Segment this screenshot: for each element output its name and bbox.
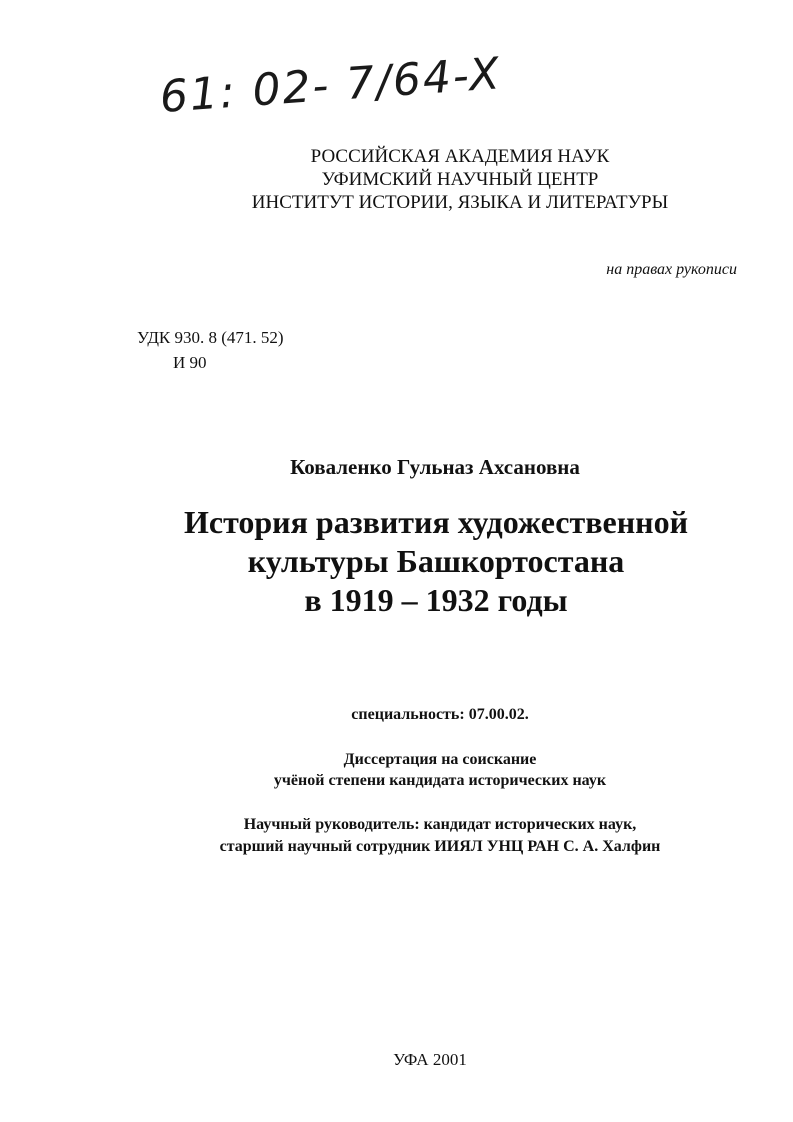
supervisor-line-2: старший научный сотрудник ИИЯЛ УНЦ РАН С. А. Халфин — [219, 838, 661, 855]
institution-header — [220, 145, 700, 214]
manuscript-rights-note: на правах рукописи — [606, 261, 737, 278]
author-name: Коваленко Гульназ Ахсановна — [290, 455, 580, 479]
title-line-2: культуры Башкортостана — [247, 543, 625, 579]
title-line-1: История развития художественной — [183, 504, 689, 540]
degree-line-1: Диссертация на соискание — [343, 751, 537, 768]
supervisor-block — [0, 814, 793, 858]
author-mark-code: И 90 — [173, 353, 207, 372]
classification-block — [137, 325, 284, 375]
supervisor-line-1: Научный руководитель: кандидат исторических наук, — [243, 816, 637, 833]
dissertation-title — [0, 503, 793, 620]
degree-statement — [0, 749, 793, 791]
handwritten-archive-code: 61: 02- 7/64-X — [158, 48, 503, 123]
institution-center: УФИМСКИЙ НАУЧНЫЙ ЦЕНТР — [321, 169, 599, 190]
specialty-code: специальность: 07.00.02. — [351, 706, 529, 723]
institution-institute: ИНСТИТУТ ИСТОРИИ, ЯЗЫКА И ЛИТЕРАТУРЫ — [251, 192, 669, 213]
title-line-3: в 1919 – 1932 годы — [304, 582, 568, 618]
city-year-footer: УФА 2001 — [393, 1050, 467, 1069]
degree-line-2: учёной степени кандидата исторических наук — [273, 772, 607, 789]
udk-code: УДК 930. 8 (471. 52) — [137, 328, 284, 347]
institution-academy: РОССИЙСКАЯ АКАДЕМИЯ НАУК — [310, 146, 610, 167]
